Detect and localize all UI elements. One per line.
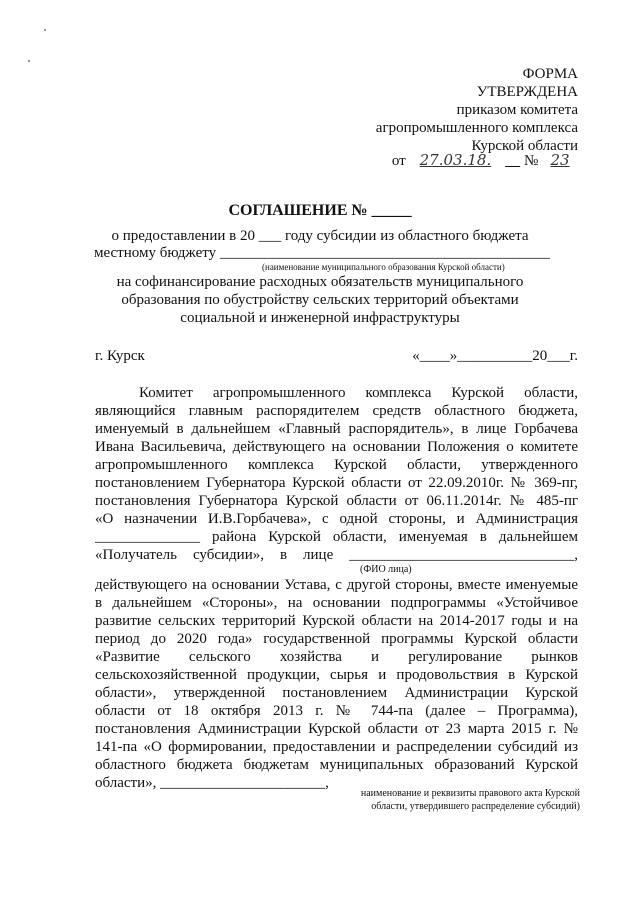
fio-note: (ФИО лица)	[360, 564, 412, 575]
paragraph-2-line: «Развитие сельского хозяйства и регулирование рынков	[95, 649, 578, 665]
paragraph-1-line: именуемый в дальнейшем «Главный распорядитель», в лице Горбачева	[95, 421, 578, 437]
paragraph-1-line: постановлением Губернатора Курской области от 22.09.2010г. № 369-пг,	[95, 475, 578, 491]
paragraph-2-line: области», утвержденной постановлением Администрации Курской	[95, 685, 578, 701]
header-date-number	[392, 152, 578, 171]
city: г. Курск	[95, 348, 145, 364]
agreement-date: «____»__________20___г.	[412, 348, 578, 364]
legal-act-note-2: области, утвердившего распределение субсидий)	[371, 801, 580, 812]
paragraph-2-line: постановления Администрации Курской области от 23 марта 2015 г. №	[95, 721, 578, 737]
header-approved: УТВЕРЖДЕНА	[476, 84, 578, 100]
title-line-1: о предоставлении в 20 ___ году субсидии из областного бюджета	[111, 228, 529, 244]
paragraph-2-line: сельскохозяйственной продукции, сырья и продовольствия в Курской	[95, 667, 578, 683]
municipality-note: (наименование муниципального образования Курской области)	[262, 262, 505, 272]
handwritten-date: 27.03.18.	[419, 151, 492, 169]
paragraph-2-line: действующего на основании Устава, с другой стороны, вместе именуемые	[95, 577, 578, 593]
paragraph-1-line: ______________ района Курской области, именуемая в дальнейшем	[95, 529, 578, 545]
title-line-3: на софинансирование расходных обязательств муниципального	[116, 274, 524, 290]
paragraph-2-line: в дальнейшем «Стороны», на основании подпрограммы «Устойчивое	[95, 595, 578, 611]
paragraph-2-last-line: области», ______________________,	[95, 775, 329, 791]
date-underline	[505, 153, 520, 169]
paragraph-1-line: «О назначении И.В.Горбачева», с одной стороны, и Администрация	[95, 511, 578, 527]
scan-speck	[28, 60, 30, 62]
header-form: ФОРМА	[522, 66, 578, 82]
header-order: приказом комитета	[456, 102, 578, 118]
paragraph-1-line: постановления Губернатора Курской области от 06.11.2014г. № 485-пг	[95, 493, 578, 509]
title-line-4: образования по обустройству сельских территорий объектами	[121, 292, 519, 308]
title-line-5: социальной и инженерной инфраструктуры	[180, 310, 460, 326]
paragraph-1-line: Ивана Васильевича, действующего на основании Положения о комитете	[95, 439, 578, 455]
header-org-1: агропромышленного комплекса	[375, 120, 578, 136]
title-line-2: местному бюджету ____________________________________________	[94, 245, 550, 261]
number-label: №	[523, 153, 539, 169]
header-org-2: Курской области	[471, 138, 578, 154]
paragraph-1-line: являющийся главным распорядителем средств областного бюджета,	[95, 403, 578, 419]
paragraph-2-line: период до 2020 года» государственной программы Курской области	[95, 631, 578, 647]
paragraph-1-line: агропромышленного комплекса Курской области, утвержденного	[95, 457, 578, 473]
paragraph-1-line: Комитет агропромышленного комплекса Курской области,	[139, 385, 578, 401]
handwritten-number: 23	[550, 151, 570, 169]
paragraph-2-line: развитие сельских территорий Курской области на 2014-2017 годы и на	[95, 613, 578, 629]
recipient-line: «Получатель субсидии», в лице ______________________________,	[95, 547, 578, 563]
paragraph-2-line: 141-па «О формировании, предоставлении и распределении субсидий из	[95, 739, 578, 755]
agreement-title: СОГЛАШЕНИЕ № _____	[228, 202, 412, 219]
legal-act-note-1: наименование и реквизиты правового акта Курской	[360, 788, 580, 799]
from-label: от	[391, 153, 406, 169]
scan-speck	[44, 29, 46, 31]
paragraph-2-line: области от 18 октября 2013 г. № 744-па (далее – Программа),	[95, 703, 578, 719]
paragraph-2-line: областного бюджета бюджетам муниципальных образований Курской	[95, 757, 578, 773]
